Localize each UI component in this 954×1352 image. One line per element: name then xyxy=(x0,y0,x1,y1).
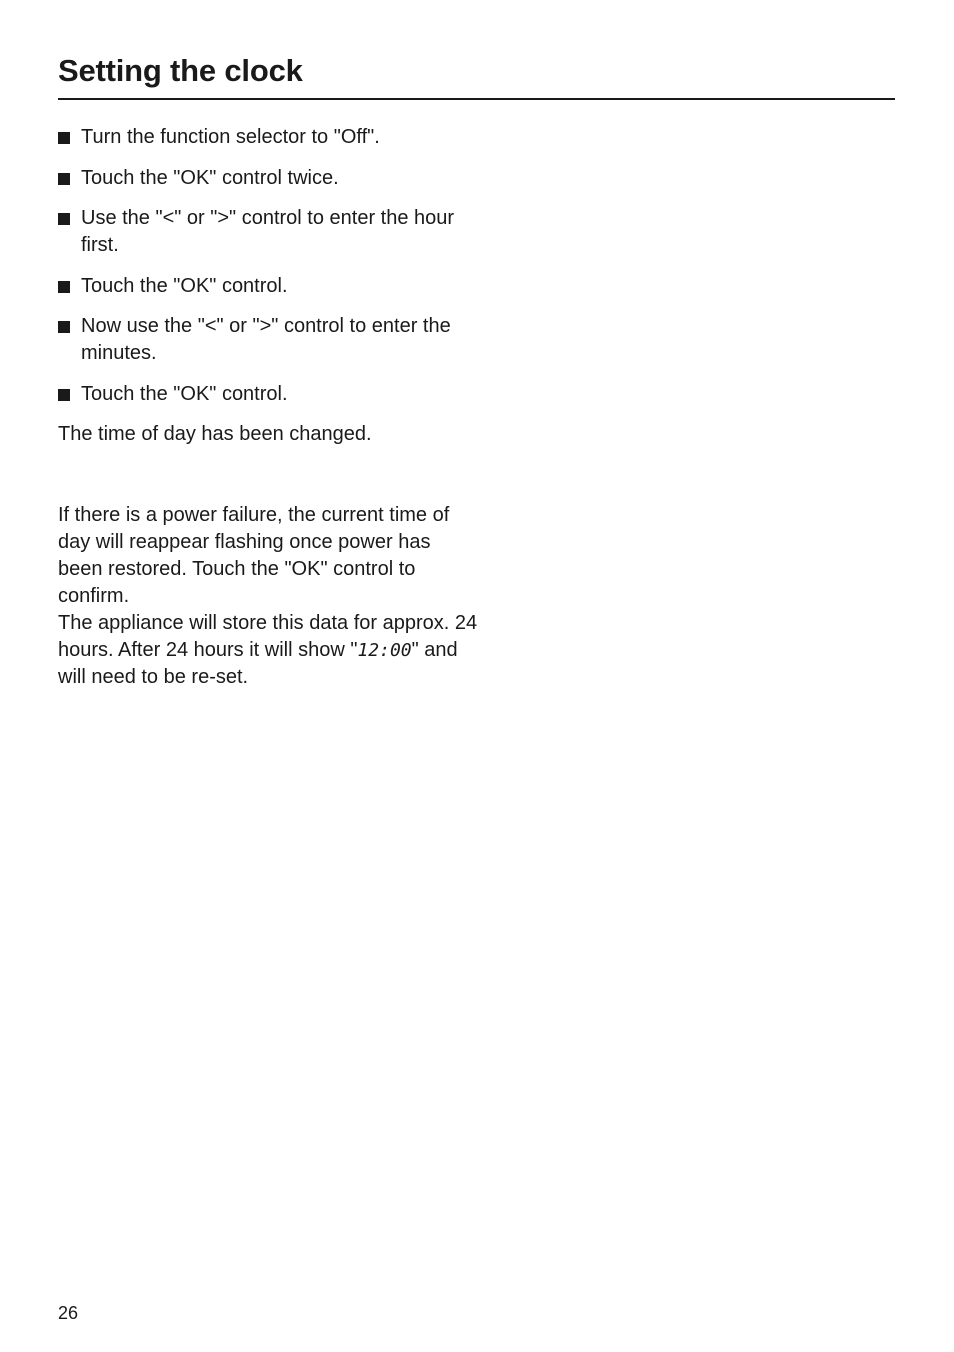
result-text: The time of day has been changed. xyxy=(58,423,372,445)
list-item xyxy=(58,124,478,151)
note-text-before: The appliance will store this data for approx. 24 hours. After 24 hours it will show " xyxy=(58,612,478,661)
square-bullet-icon xyxy=(58,321,70,333)
power-failure-note xyxy=(58,502,478,691)
list-item xyxy=(58,313,478,367)
list-item xyxy=(58,205,478,259)
title-divider xyxy=(58,98,895,100)
note-text-after: " and will need to be re-set. xyxy=(58,639,458,688)
page-title: Setting the clock xyxy=(58,53,303,88)
step-text: Touch the "OK" control twice. xyxy=(81,166,339,189)
list-item xyxy=(58,273,478,300)
note-paragraph: If there is a power failure, the current time of day will reappear flashing once power has been restored. Touch the "OK" control to confirm. xyxy=(58,504,450,607)
step-text: Turn the function selector to "Off". xyxy=(81,126,380,148)
page-number: 26 xyxy=(58,1303,79,1323)
display-value: 12:00 xyxy=(357,640,412,661)
step-text: Now use the "<" or ">" control to enter the minutes. xyxy=(81,315,451,364)
list-item xyxy=(58,165,478,192)
step-text: Touch the "OK" control. xyxy=(81,274,288,297)
square-bullet-icon xyxy=(58,132,70,144)
square-bullet-icon xyxy=(58,173,70,185)
square-bullet-icon xyxy=(58,389,70,401)
list-item xyxy=(58,381,478,408)
step-list xyxy=(58,124,478,421)
step-text: Use the "<" or ">" control to enter the hour first. xyxy=(81,207,455,256)
square-bullet-icon xyxy=(58,213,70,225)
square-bullet-icon xyxy=(58,281,70,293)
step-text: Touch the "OK" control. xyxy=(81,382,288,405)
note-paragraph xyxy=(58,610,478,691)
